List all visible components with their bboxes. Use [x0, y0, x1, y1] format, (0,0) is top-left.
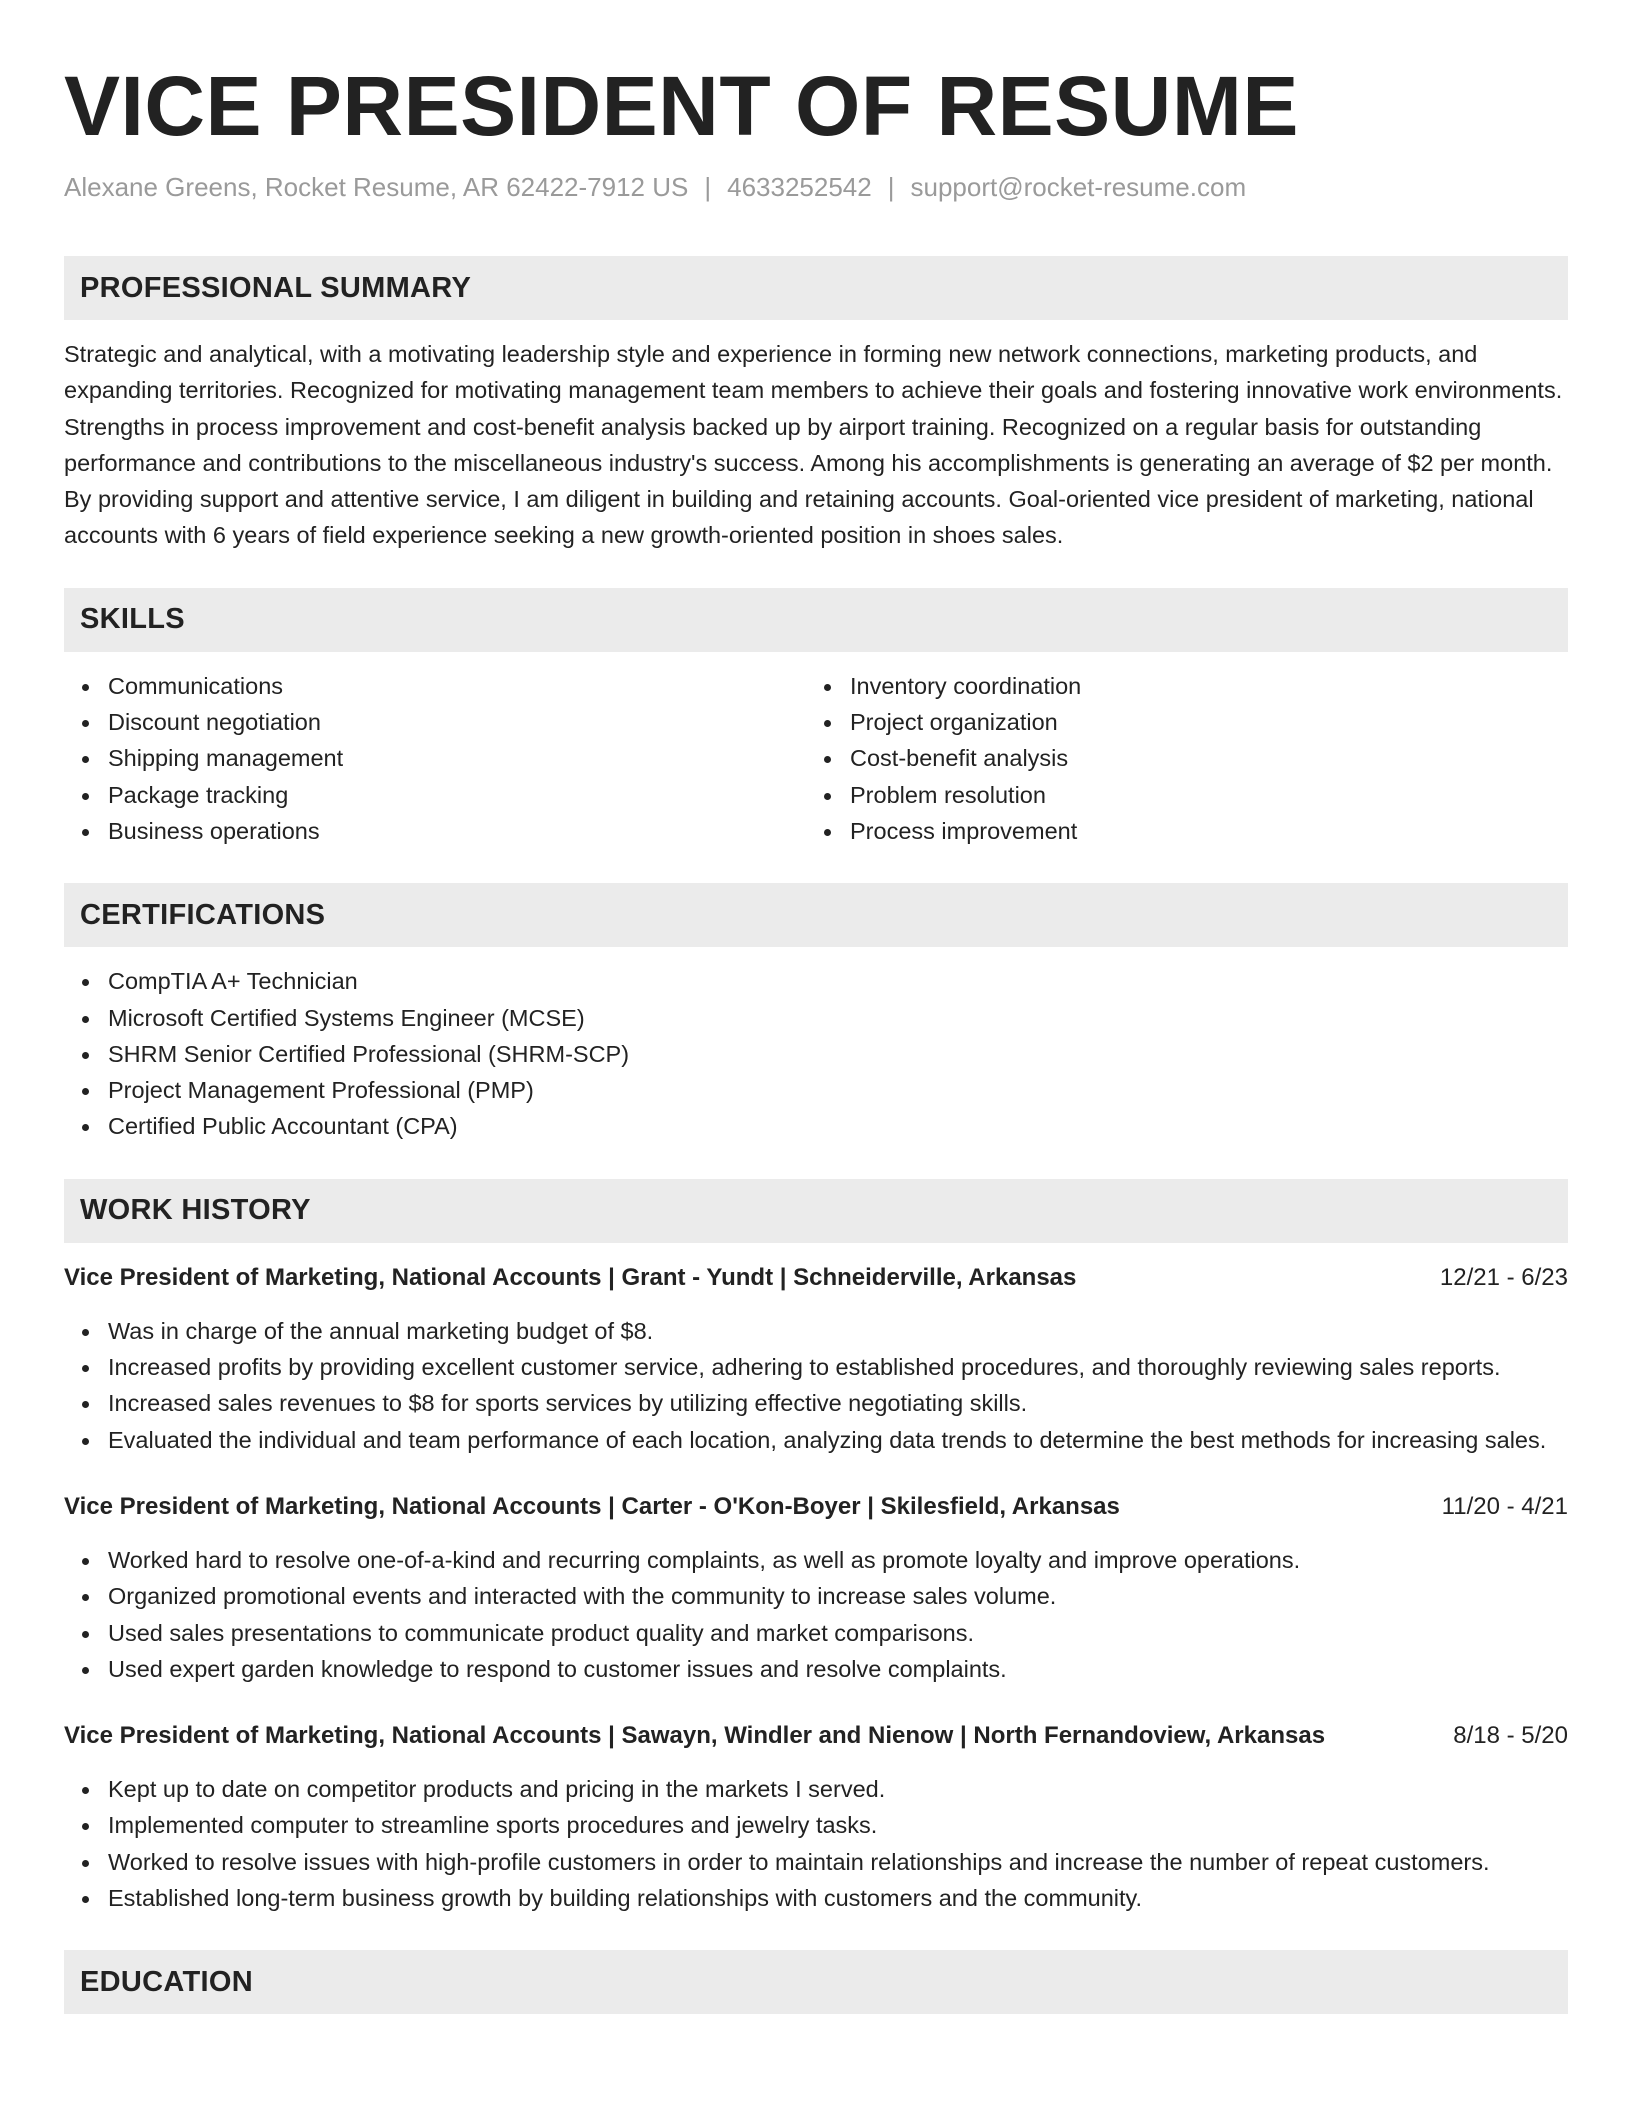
section-header-skills: [64, 588, 1568, 652]
job-header: [64, 1261, 1568, 1295]
section-header-summary: [64, 256, 1568, 320]
job-entry: [64, 1490, 1568, 1687]
certification-item: CompTIA A+ Technician: [108, 963, 1568, 999]
section-header-work-history: [64, 1179, 1568, 1243]
job-header: [64, 1490, 1568, 1524]
job-dates: 12/21 - 6/23: [1439, 1263, 1568, 1291]
job-bullet: Used expert garden knowledge to respond to customer issues and resolve complaints.: [108, 1651, 1568, 1687]
certification-item: Project Management Professional (PMP): [108, 1072, 1568, 1108]
job-bullets: [64, 1771, 1568, 1916]
contact-separator: |: [704, 172, 712, 202]
job-entry: [64, 1719, 1568, 1916]
section-heading-skills: SKILLS: [80, 603, 185, 636]
section-heading-certifications: CERTIFICATIONS: [80, 898, 326, 931]
certification-item: Certified Public Accountant (CPA): [108, 1108, 1568, 1144]
section-heading-summary: PROFESSIONAL SUMMARY: [80, 271, 472, 304]
resume-page: [64, 56, 1568, 2014]
job-title: Vice President of Marketing, National Accounts | Carter - O'Kon-Boyer | Skilesfield, Arkansas: [64, 1492, 1120, 1520]
job-bullet: Worked hard to resolve one-of-a-kind and recurring complaints, as well as promote loyalty and improve operations.: [108, 1542, 1568, 1578]
job-entry: [64, 1261, 1568, 1458]
job-bullet: Established long-term business growth by building relationships with customers and the community.: [108, 1880, 1568, 1916]
job-bullets: [64, 1542, 1568, 1687]
job-bullet: Kept up to date on competitor products and pricing in the markets I served.: [108, 1771, 1568, 1807]
job-bullet: Increased profits by providing excellent customer service, adhering to established procedures, and thoroughly reviewing sales reports.: [108, 1349, 1568, 1385]
job-bullet: Organized promotional events and interacted with the community to increase sales volume.: [108, 1578, 1568, 1614]
skill-item: Package tracking: [108, 777, 806, 813]
summary-text: Strategic and analytical, with a motivating leadership style and experience in forming new network connections, marketing products, and expanding territories. Recognized for motivating management team members to achieve their goals and fostering innovative work environments. Strengths in process improvement and cost-benefit analysis backed up by airport training. Recognized on a regular basis for outstanding performance and contributions to the miscellaneous industry's success. Among his accomplishments is generating an average of $2 per month. By providing support and attentive service, I am diligent in building and retaining accounts. Goal-oriented vice president of marketing, national accounts with 6 years of field experience seeking a new growth-oriented position in shoes sales.: [64, 341, 1563, 549]
job-bullet: Implemented computer to streamline sports procedures and jewelry tasks.: [108, 1807, 1568, 1843]
job-bullets: [64, 1313, 1568, 1458]
job-bullet: Evaluated the individual and team performance of each location, analyzing data trends to determine the best methods for increasing sales.: [108, 1422, 1568, 1458]
skill-item: Inventory coordination: [850, 668, 1548, 704]
contact-separator: |: [887, 172, 895, 202]
skills-list-left: [64, 668, 806, 849]
section-header-education: [64, 1950, 1568, 2014]
job-header: [64, 1719, 1568, 1753]
skill-item: Business operations: [108, 813, 806, 849]
section-heading-work-history: WORK HISTORY: [80, 1194, 311, 1227]
skill-item: Process improvement: [850, 813, 1548, 849]
skill-item: Project organization: [850, 704, 1548, 740]
job-bullet: Worked to resolve issues with high-profile customers in order to maintain relationships and increase the number of repeat customers.: [108, 1844, 1568, 1880]
resume-title: VICE PRESIDENT OF RESUME: [64, 59, 1299, 153]
skill-item: Cost-benefit analysis: [850, 740, 1548, 776]
skill-item: Discount negotiation: [108, 704, 806, 740]
job-title: Vice President of Marketing, National Accounts | Sawayn, Windler and Nienow | North Fernandoview, Arkansas: [64, 1722, 1326, 1750]
job-bullet: Was in charge of the annual marketing budget of $8.: [108, 1313, 1568, 1349]
certification-item: SHRM Senior Certified Professional (SHRM-SCP): [108, 1036, 1568, 1072]
skills-grid: [64, 668, 1568, 849]
skill-item: Communications: [108, 668, 806, 704]
section-header-certifications: [64, 883, 1568, 947]
contact-email: support@rocket-resume.com: [910, 172, 1247, 202]
job-dates: 8/18 - 5/20: [1453, 1722, 1568, 1750]
contact-address: Alexane Greens, Rocket Resume, AR 62422-7912 US: [64, 172, 689, 202]
skill-item: Problem resolution: [850, 777, 1548, 813]
certification-item: Microsoft Certified Systems Engineer (MCSE): [108, 1000, 1568, 1036]
skills-list-right: [806, 668, 1548, 849]
job-title: Vice President of Marketing, National Accounts | Grant - Yundt | Schneiderville, Arkansas: [64, 1263, 1077, 1291]
job-dates: 11/20 - 4/21: [1441, 1492, 1568, 1520]
section-heading-education: EDUCATION: [80, 1965, 253, 1998]
certifications-list: [64, 963, 1568, 1144]
contact-line: [64, 170, 1568, 204]
job-bullet: Increased sales revenues to $8 for sports services by utilizing effective negotiating skills.: [108, 1385, 1568, 1421]
skills-column-right: [806, 668, 1548, 849]
job-bullet: Used sales presentations to communicate product quality and market comparisons.: [108, 1615, 1568, 1651]
skills-column-left: [64, 668, 806, 849]
skill-item: Shipping management: [108, 740, 806, 776]
contact-phone: 4633252542: [727, 172, 872, 202]
